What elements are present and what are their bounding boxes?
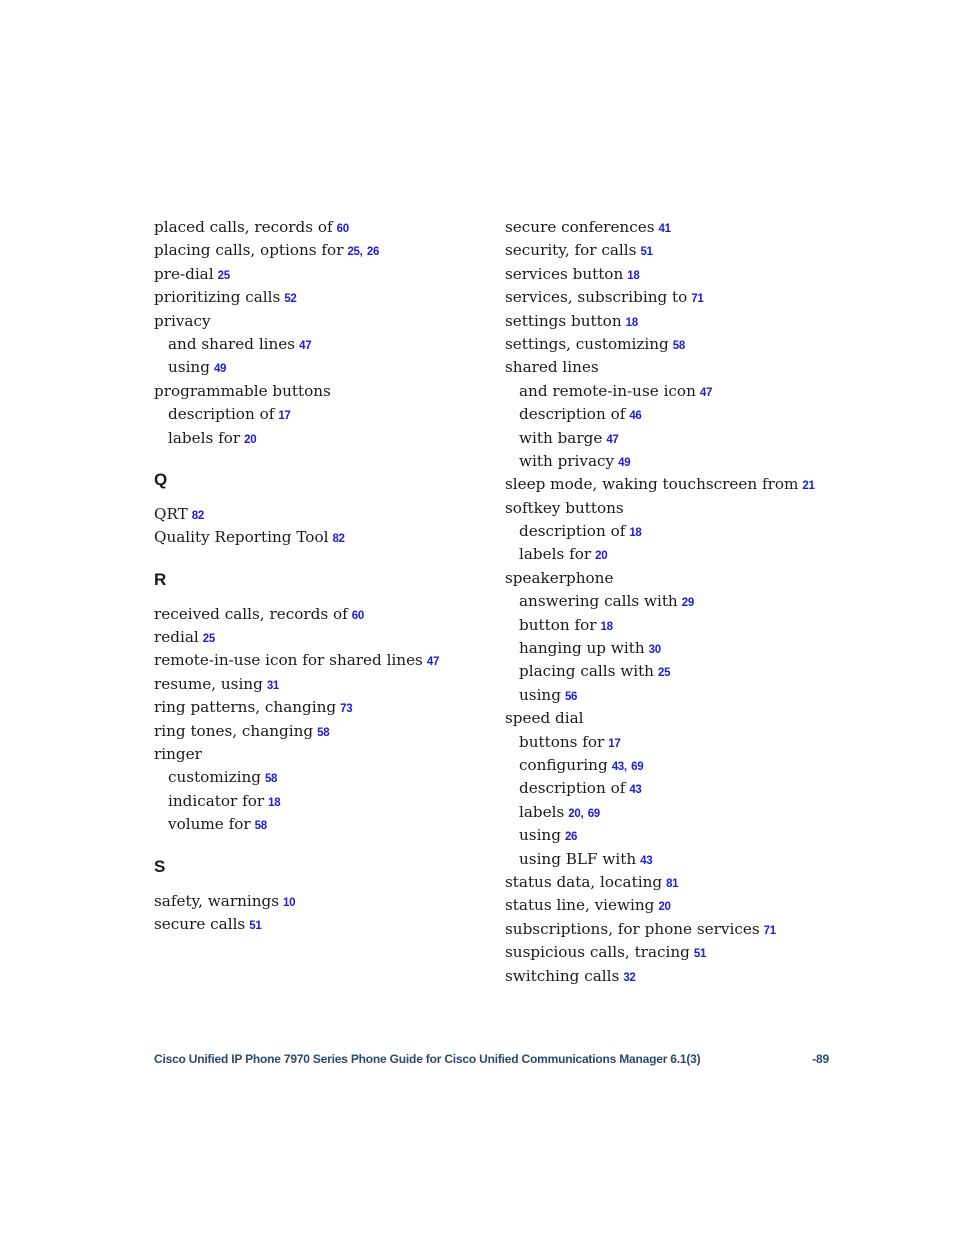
index-subentry	[505, 848, 835, 871]
index-entry	[154, 649, 494, 672]
entry-text: using	[519, 685, 561, 704]
page-link[interactable]: 18	[627, 269, 640, 282]
entry-text: labels for	[519, 545, 592, 564]
page-link[interactable]: 73	[340, 703, 353, 716]
entry-text: programmable buttons	[154, 381, 331, 400]
entry-text: secure calls	[154, 914, 246, 933]
index-subentry	[505, 684, 835, 707]
entry-text: description of	[519, 405, 626, 424]
entry-text: hanging up with	[519, 639, 645, 658]
page-link[interactable]: 49	[618, 456, 631, 469]
page-link[interactable]: 82	[332, 533, 345, 546]
page-link[interactable]: 58	[317, 726, 330, 739]
index-entry	[154, 526, 494, 549]
index-subentry	[505, 777, 835, 800]
index-entry	[505, 497, 835, 520]
entry-text: services button	[505, 264, 624, 283]
section-spacer	[154, 837, 494, 855]
entry-text: with barge	[519, 428, 603, 447]
page-link[interactable]: 17	[278, 410, 291, 423]
page-link[interactable]: 56	[564, 690, 578, 703]
index-subentry	[154, 790, 494, 813]
entry-text: volume for	[168, 815, 251, 834]
index-entry	[505, 965, 835, 988]
index-subentry	[505, 450, 835, 473]
page-link[interactable]: 47	[299, 339, 312, 352]
page-link[interactable]: 69	[631, 760, 644, 773]
entry-text: sleep mode, waking touchscreen from	[505, 475, 799, 494]
page-link[interactable]: 20	[568, 807, 581, 820]
entry-text: status data, locating	[505, 872, 663, 891]
footer-page-number: -89	[812, 1052, 829, 1066]
page-link[interactable]: 46	[629, 410, 642, 423]
index-subentry	[505, 590, 835, 613]
index-entry	[505, 286, 835, 309]
entry-text: secure conferences	[505, 218, 655, 236]
index-entry	[154, 286, 494, 309]
entry-text: redial	[154, 628, 199, 647]
entry-text: suspicious calls, tracing	[505, 943, 690, 962]
page-link[interactable]: 81	[666, 877, 679, 890]
page-link[interactable]: 58	[264, 773, 278, 786]
section-spacer	[154, 450, 494, 468]
page-link[interactable]: 21	[802, 480, 815, 493]
page-link[interactable]: 30	[648, 644, 661, 657]
page-link[interactable]: 41	[658, 223, 671, 235]
page-link[interactable]: 47	[606, 433, 619, 446]
index-entry	[505, 918, 835, 941]
index-entry	[505, 871, 835, 894]
page-link[interactable]: 10	[283, 896, 296, 909]
index-subentry	[154, 356, 494, 379]
page-link[interactable]: 43	[629, 784, 642, 797]
page-link[interactable]: 31	[266, 679, 280, 692]
index-entry	[505, 310, 835, 333]
page-link[interactable]: 52	[284, 293, 297, 306]
entry-text: received calls, records of	[154, 604, 348, 623]
section-spacer	[154, 591, 494, 603]
page-link[interactable]: 47	[699, 386, 713, 399]
index-entry	[154, 239, 494, 262]
entry-text: pre-dial	[154, 264, 214, 283]
page-link[interactable]: 29	[681, 597, 694, 610]
entry-text: remote-in-use icon for shared lines	[154, 651, 423, 670]
entry-text: button for	[519, 615, 597, 634]
index-subentry	[505, 403, 835, 426]
index-entry	[505, 263, 835, 286]
page-link[interactable]: 51	[249, 919, 262, 932]
page-link[interactable]: 49	[213, 363, 227, 376]
index-entry	[505, 473, 835, 496]
page-link[interactable]: 20	[595, 550, 608, 563]
index-entry	[154, 503, 494, 526]
index-subentry	[505, 801, 835, 824]
page-separator: ,	[623, 760, 628, 773]
index-entry	[505, 333, 835, 356]
entry-text: status line, viewing	[505, 896, 655, 915]
section-letter: R	[154, 569, 167, 589]
entry-text: description of	[168, 405, 275, 424]
entry-text: using	[168, 358, 210, 377]
page-link[interactable]: 18	[600, 620, 613, 633]
page-link[interactable]: 60	[336, 223, 349, 235]
index-subentry	[505, 543, 835, 566]
index-entry	[505, 941, 835, 964]
entry-text: settings button	[505, 311, 622, 330]
index-entry	[154, 310, 494, 333]
entry-text: placing calls with	[519, 662, 654, 681]
entry-text: services, subscribing to	[505, 288, 688, 307]
index-subentry	[154, 766, 494, 789]
entry-text: buttons for	[519, 732, 605, 751]
page-link[interactable]: 43	[611, 760, 624, 773]
page-separator: ,	[580, 807, 584, 820]
index-subentry	[154, 333, 494, 356]
page-link[interactable]: 25	[202, 633, 215, 646]
page-link[interactable]: 32	[623, 971, 636, 984]
page-link[interactable]: 69	[587, 807, 600, 820]
index-subentry	[154, 427, 494, 450]
entry-text: ringer	[154, 745, 202, 764]
index-subentry	[505, 754, 835, 777]
page-link[interactable]: 51	[640, 246, 653, 259]
index-subentry	[505, 637, 835, 660]
index-entry	[505, 707, 835, 730]
section-spacer	[154, 550, 494, 568]
entry-text: placed calls, records of	[154, 218, 333, 236]
page-link[interactable]: 26	[564, 831, 578, 844]
page-link[interactable]: 18	[268, 796, 281, 809]
entry-text: softkey buttons	[505, 498, 624, 517]
index-column-left	[154, 216, 494, 936]
entry-text: using	[519, 826, 561, 845]
entry-text: safety, warnings	[154, 891, 280, 910]
page-link[interactable]: 25	[657, 667, 671, 680]
entry-text: and remote-in-use icon	[519, 381, 696, 400]
page-separator: ,	[359, 246, 363, 259]
entry-text: privacy	[154, 311, 211, 330]
index-entry	[154, 603, 494, 626]
index-entry	[154, 673, 494, 696]
entry-text: description of	[519, 779, 626, 798]
entry-text: indicator for	[168, 791, 265, 810]
page-link[interactable]: 58	[672, 339, 685, 352]
index-subentry	[154, 403, 494, 426]
entry-text: labels for	[168, 428, 241, 447]
entry-text: subscriptions, for phone services	[505, 919, 760, 938]
entry-text: customizing	[168, 768, 261, 787]
index-subentry	[505, 660, 835, 683]
index-entry	[505, 567, 835, 590]
entry-text: labels	[519, 802, 565, 821]
index-entry	[154, 696, 494, 719]
page-link[interactable]: 17	[608, 737, 621, 750]
section-spacer	[154, 878, 494, 890]
index-subentry	[154, 813, 494, 836]
entry-text: configuring	[519, 755, 608, 774]
page-link[interactable]: 25	[347, 246, 360, 259]
entry-text: description of	[519, 522, 626, 541]
entry-text: Quality Reporting Tool	[154, 528, 329, 547]
index-subentry	[505, 614, 835, 637]
entry-text: prioritizing calls	[154, 288, 281, 307]
entry-text: using BLF with	[519, 849, 637, 868]
page-link[interactable]: 71	[763, 924, 776, 937]
entry-text: answering calls with	[519, 592, 678, 611]
entry-text: placing calls, options for	[154, 241, 344, 260]
index-entry	[505, 239, 835, 262]
entry-text: switching calls	[505, 966, 620, 985]
index-subentry	[505, 824, 835, 847]
entry-text: security, for calls	[505, 241, 637, 260]
page-link[interactable]: 20	[244, 433, 257, 446]
page-link[interactable]: 58	[254, 820, 267, 833]
page-link[interactable]: 18	[625, 316, 638, 329]
section-spacer	[154, 491, 494, 503]
page-link[interactable]: 25	[217, 269, 230, 282]
page-link[interactable]: 51	[693, 948, 707, 961]
entry-text: QRT	[154, 504, 188, 523]
index-entry	[154, 626, 494, 649]
entry-text: ring patterns, changing	[154, 698, 337, 717]
index-entry	[154, 216, 494, 239]
page-link[interactable]: 26	[366, 246, 380, 259]
footer-title: Cisco Unified IP Phone 7970 Series Phone Guide for Cisco Unified Communications Manager 6.1(3)	[154, 1052, 701, 1066]
index-entry	[154, 263, 494, 286]
entry-text: speed dial	[505, 709, 584, 728]
index-subentry	[505, 380, 835, 403]
index-entry	[505, 894, 835, 917]
entry-text: shared lines	[505, 358, 599, 377]
index-entry	[154, 720, 494, 743]
index-subentry	[505, 520, 835, 543]
index-entry	[154, 380, 494, 403]
index-subentry	[505, 731, 835, 754]
page-link[interactable]: 43	[640, 854, 653, 867]
index-entry	[154, 743, 494, 766]
page-link[interactable]: 20	[658, 901, 671, 914]
page-link[interactable]: 82	[191, 509, 204, 522]
entry-text: speakerphone	[505, 568, 614, 587]
index-subentry	[505, 427, 835, 450]
index-entry	[154, 890, 494, 913]
entry-text: settings, customizing	[505, 334, 669, 353]
index-entry	[505, 216, 835, 239]
entry-text: and shared lines	[168, 334, 296, 353]
page-link[interactable]: 47	[426, 656, 440, 669]
index-entry	[505, 356, 835, 379]
section-letter: S	[154, 856, 166, 876]
page-link[interactable]: 18	[629, 527, 642, 540]
page-link[interactable]: 60	[351, 609, 364, 622]
index-column-right	[505, 216, 835, 988]
page-footer	[154, 1052, 829, 1066]
entry-text: ring tones, changing	[154, 721, 314, 740]
index-entry	[154, 913, 494, 936]
entry-text: with privacy	[519, 451, 615, 470]
page-link[interactable]: 71	[691, 293, 704, 306]
section-letter: Q	[154, 469, 168, 489]
entry-text: resume, using	[154, 674, 263, 693]
